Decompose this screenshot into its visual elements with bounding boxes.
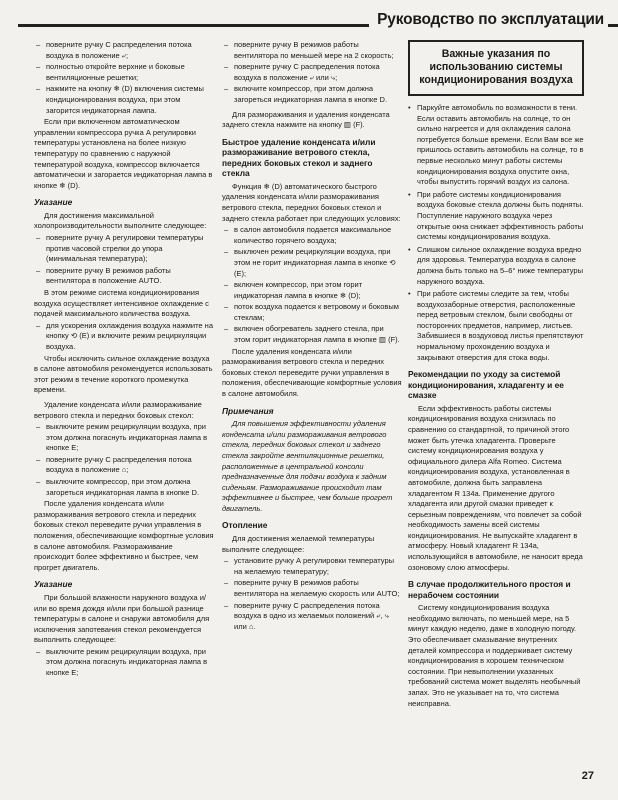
list-item: – полностью откройте верхние и боковые вентиляционные решетки; <box>34 62 214 83</box>
paragraph: Систему кондиционирования воздуха необходимо включать, по меньшей мере, на 5 минут каждую неделю, даже в холодную погоду. Это обеспечивает смазывание внутренних деталей компрессора и поддерживает систему кондиционирования в хорошем техническом состоянии. При невыполнении указанных требований система может выделять необычный запах. Это не указывает на то, что система неисправна. <box>408 603 581 708</box>
page-title: Руководство по эксплуатации <box>369 11 608 29</box>
list-item: – включен обогреватель заднего стекла, при этом горит индикаторная лампа в кнопке ▥ (F). <box>222 324 402 345</box>
list-item: – для ускорения охлаждения воздуха нажмите на кнопку ⟲ (Е) и включите режим рециркуляции воздуха. <box>34 321 214 353</box>
paragraph: Для достижения желаемой температуры выполните следующее: <box>222 533 375 554</box>
list-item: – включен компрессор, при этом горит индикаторная лампа в кнопке ❄ (D); <box>222 280 402 301</box>
paragraph: После удаления конденсата и/или размораживания ветрового стекла и передних боковых стекол переведите ручки управления в положения, обеспечивающие комфортные условия в салоне автомобиля. <box>222 346 402 399</box>
section-heading: Отопление <box>222 520 268 531</box>
paragraph: Для достижения максимальной холопроизводительности выполните следующее: <box>34 210 207 231</box>
list-item: – поверните ручку А регулировки температуры против часовой стрелки до упора (минимальная температура); <box>34 233 214 265</box>
list-item: – выключен режим рециркуляции воздуха, при этом не горит индикаторная лампа в кнопке ⟲ (Е); <box>222 247 402 279</box>
column-right <box>408 40 584 710</box>
important-box-title: Важные указания по использованию системы кондиционирования воздуха <box>408 40 584 96</box>
list-item: – выключите компрессор, при этом должна загореться индикаторная лампа в кнопке D. <box>34 477 214 498</box>
list-item: – в салон автомобиля подается максимальное количество горячего воздуха; <box>222 225 402 246</box>
paragraph: Если при включенном автоматическом управлении компрессора ручка А регулировки температуры установлена на более низкую температуру по сравнению с наружной температурой воздуха, компрессор включается автоматически и загорается индикаторная лампа в кнопке ❄ (D). <box>34 117 213 190</box>
paragraph: После удаления конденсата и/или размораживания ветрового стекла и передних боковых стекол переведите ручки управления в положения, обеспечивающие комфортные условия в салоне автомобиля. Размораживание происходит более эффективно и быстрее, чем прогрет двигатель. <box>34 499 214 572</box>
bullet-item: • Паркуйте автомобиль по возможности в тени. Если оставить автомобиль на солнце, то он сильно нагреется и для охлаждения салона потребуется больше времени. Если Вам все же пришлось оставить автомобиль на солнце, то в первые несколько минут работы системы кондиционирования воздуха опустите окна, чтобы выпустить горячий воздух из салона. <box>408 103 584 188</box>
paragraph: При большой влажности наружного воздуха и/или во время дождя и/или при большой разнице температуры в салоне и снаружи автомобиля для исключения запотевания стекол рекомендуется выполнить следующее: <box>34 592 210 645</box>
list-item: – поверните ручку В режимов работы вентилятора в положение AUTO. <box>34 266 214 287</box>
column-middle <box>222 40 402 633</box>
paragraph: Функция ❄ (D) автоматического быстрого удаления конденсата и/или размораживания ветрового стекла, передних боковых стекол и заднего стекла работает при следующих условиях: <box>222 181 401 223</box>
paragraph: Для размораживания и удаления конденсата заднего стекла нажмите на кнопку ▥ (F). <box>222 109 390 130</box>
list-item: – поверните ручку С распределения потока воздуха в положение ⤶ или ⤷; <box>222 62 402 83</box>
paragraph: Чтобы исключить сильное охлаждение воздуха в салоне автомобиля рекомендуется использовать этот режим в течение короткого промежутка времени. <box>34 353 213 395</box>
bullet-item: • При работе системы следите за тем, чтобы воздухозаборные отверстия, расположенные перед ветровым стеклом, были свободны от посторонних предметов, например, листьев. Забившиеся в воздуховод листья препятствуют нормальному прохождению воздуха и закрывают отверстия для стока воды. <box>408 289 584 363</box>
list-item: – установите ручку А регулировки температуры на желаемую температуру; <box>222 556 402 577</box>
page-number: 27 <box>581 770 594 782</box>
column-left <box>34 40 214 680</box>
list-item: – поверните ручку В режимов работы вентилятора по меньшей мере на 2 скорость; <box>222 40 402 61</box>
section-heading: В случае продолжительного простоя и нерабочем состоянии <box>408 579 571 600</box>
bullet-item: • При работе системы кондиционирования воздуха боковые стекла должны быть подняты. Поступление наружного воздуха через открытые окна снижает эффективность работы системы кондиционирования воздуха. <box>408 190 584 243</box>
note-text: Для повышения эффективности удаления конденсата и/или размораживания ветрового стекла, передних боковых стекол и заднего стекла закройте вентиляционные решетки, расположенные в центральной консоли предназначенные для подачи воздуха к задним сиденьям. Размораживание происходит там эффективнее и быстрее, чем больше прогрет двигатель. <box>222 419 393 513</box>
note-heading: Примечания <box>222 405 274 416</box>
list-item: – поверните ручку С распределения потока воздуха в одно из желаемых положений ⤶, ⤷ или ⌂. <box>222 601 402 633</box>
note-heading: Указание <box>34 197 73 208</box>
list-item: – нажмите на кнопку ❄ (D) включения системы кондиционирования воздуха, при этом загорится индикаторная лампа. <box>34 84 214 116</box>
list-item: – выключите режим рециркуляции воздуха, при этом должна погаснуть индикаторная лампа в кнопке Е; <box>34 422 214 454</box>
page-header <box>0 0 618 40</box>
paragraph: В этом режиме система кондиционирования воздуха осуществляет интенсивное охлаждение с подачей максимального количества воздуха. <box>34 287 209 319</box>
section-heading: Рекомендации по уходу за системой кондиционирования, хладагенту и ее смазке <box>408 369 564 401</box>
list-item: – поток воздуха подается к ветровому и боковым стеклам; <box>222 302 402 323</box>
list-item: – выключите режим рециркуляции воздуха, при этом должна погаснуть индикаторная лампа в кнопке Е; <box>34 647 214 679</box>
list-item: – поверните ручку С распределения потока воздуха в положение ⌂; <box>34 455 214 476</box>
bullet-item: • Слишком сильное охлаждение воздуха вредно для здоровья. Температура воздуха в салоне должна быть только на 5–6° ниже температуры наружного воздуха. <box>408 245 584 287</box>
list-item: – поверните ручку С распределения потока воздуха в положение ⤶; <box>34 40 214 61</box>
paragraph: Если эффективность работы системы кондиционирования воздуха снизилась по сравнению со стандартной, то причиной этого может быть утечка хладагента. Проверьте систему кондиционирования воздуха у официального дилера Alfa Romeo. Система кондиционирования воздуха, установленная в автомобиле, должна быть заправлена хладагентом R 134a. Применение другого хладагента или другой смазки приведет к серьезным повреждениям, что повлечет за собой необходимость замены всей системы кондиционирования. Не выпускайте хладагент в атмосферу. Новый хладагент R 134a, использующийся в автомобиле, не наносит вреда озоновому слою атмосферы. <box>408 403 583 572</box>
section-heading: Быстрое удаление конденсата и/или размораживание ветрового стекла, передних боковых стекол и заднего стекла <box>222 136 376 179</box>
paragraph: Удаление конденсата и/или размораживание ветрового стекла и передних боковых стекол: <box>34 399 202 420</box>
list-item: – включите компрессор, при этом должна загореться индикаторная лампа в кнопке D. <box>222 84 402 105</box>
note-heading: Указание <box>34 579 73 590</box>
list-item: – поверните ручку В режимов работы вентилятора на желаемую скорость или AUTO; <box>222 578 402 599</box>
